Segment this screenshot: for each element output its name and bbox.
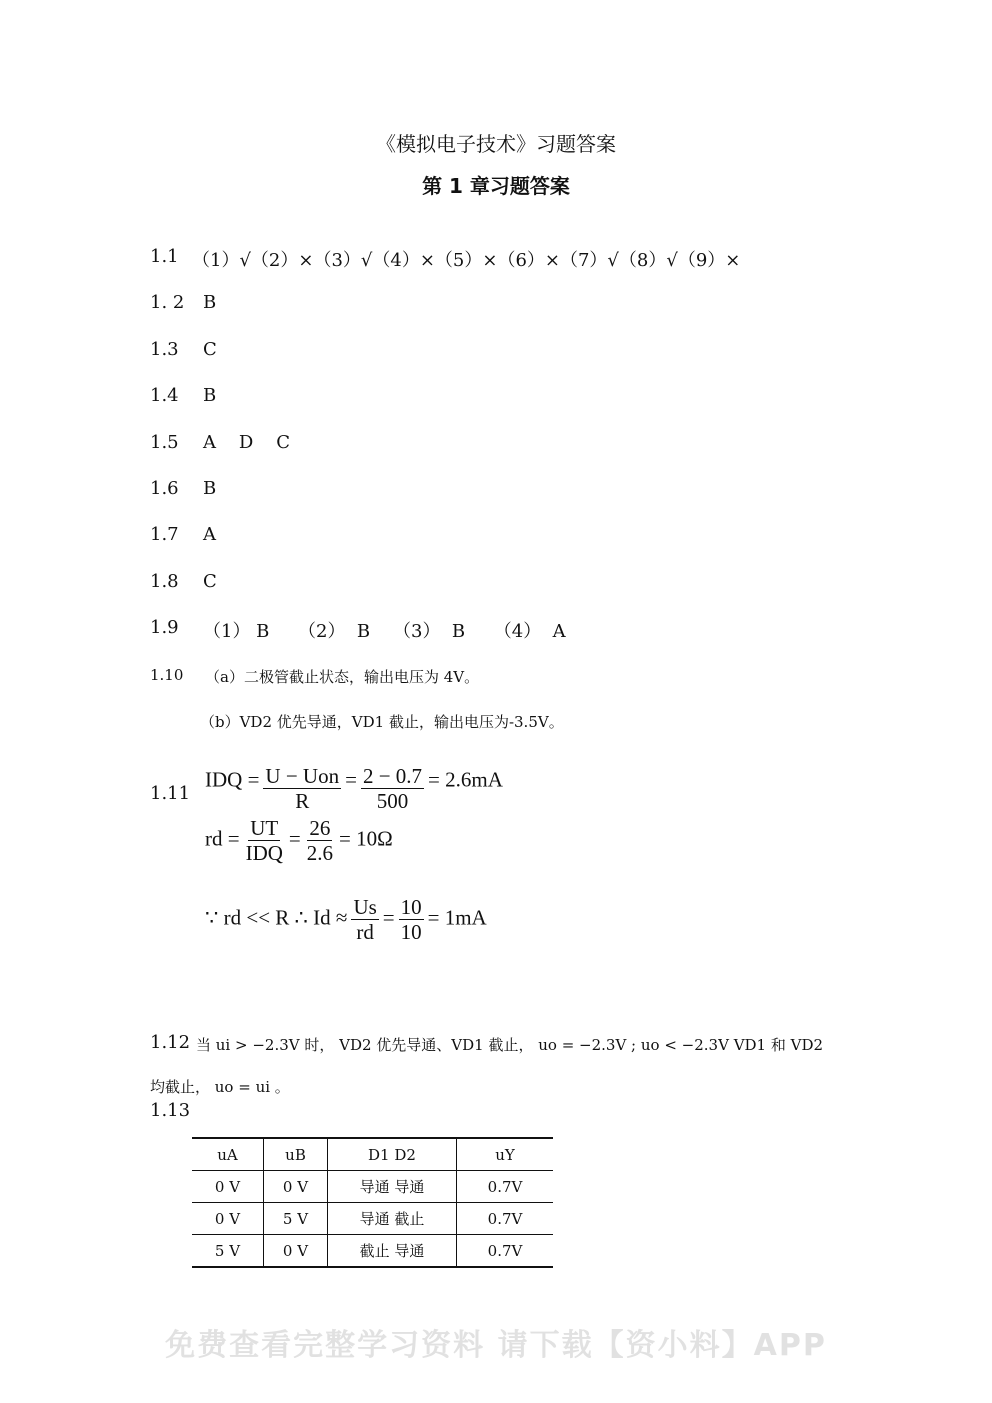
answer-number: 1.9 [150, 617, 179, 639]
table-header-row [192, 1138, 553, 1171]
eq-den: R [295, 789, 310, 813]
eq-den: 500 [376, 789, 409, 813]
answer-number: 1.1 [150, 246, 179, 267]
cell: 5 V [192, 1235, 264, 1268]
q11-eq3: ∵ rd << R ∴ Id ≈ $\frac{Us}{rd}$ = $\frac{10}{10}$ = 1mA [205, 895, 487, 944]
truth-table [192, 1137, 553, 1268]
q12-number: 1.12 [150, 1032, 191, 1053]
eq-den: rd [356, 920, 374, 944]
eq-result: = 1mA [427, 905, 487, 930]
answer-text: C [203, 338, 217, 360]
answer-text: C [203, 570, 217, 592]
table-row [192, 1171, 553, 1203]
answer-number: 1.7 [150, 524, 179, 546]
q11-eq2: rd = $\frac{UT}{\text{IDQ}}$ = $\frac{26}{2.6}$ = 10Ω [205, 816, 393, 865]
eq-result: = 10Ω [339, 826, 393, 851]
q11-eq1: IDQ = $\frac{\text{U − Uon}}{R}$ = $\frac{2 - 0.7}{500}$ = 2.6mA [205, 764, 503, 813]
cell: 截止 导通 [328, 1235, 457, 1268]
watermark: 免费查看完整学习资料 请下载【资小料】APP [165, 1328, 827, 1363]
eq-num: U − Uon [265, 764, 340, 788]
answer-number: 1.8 [150, 570, 179, 592]
eq-lhs: rd = [205, 826, 240, 851]
cell: 0.7V [457, 1203, 554, 1235]
cell: 0 V [264, 1171, 328, 1203]
answer-number: 1.5 [150, 431, 179, 453]
table-row [192, 1203, 553, 1235]
eq-num: 10 [400, 895, 422, 919]
answer-text: B [203, 478, 217, 499]
header-cell: D1 D2 [328, 1138, 457, 1171]
q10-answer-b: （b）VD2 优先导通，VD1 截止，输出电压为-3.5V。 [200, 713, 564, 731]
eq-den: 2.6 [306, 841, 334, 865]
q12-line2: 均截止， uo = ui 。 [150, 1078, 290, 1096]
cell: 0.7V [457, 1235, 554, 1268]
answer-text: B [203, 292, 217, 314]
eq-result: = 2.6mA [428, 767, 503, 792]
cell: 导通 导通 [328, 1171, 457, 1203]
answer-text: （1） B （2） B （3） B （4） A [203, 621, 566, 643]
q12-line1: 当 ui > −2.3V 时， VD2 优先导通、VD1 截止， uo = −2.3V ; uo < −2.3V VD1 和 VD2 [196, 1036, 824, 1054]
eq-lhs: IDQ = [205, 767, 260, 792]
header-cell: uA [192, 1138, 264, 1171]
eq-den: IDQ [245, 841, 283, 865]
eq-num: 2 − 0.7 [362, 764, 423, 788]
cell: 0.7V [457, 1171, 554, 1203]
answer-number: 1.4 [150, 385, 179, 407]
eq-den: 10 [400, 920, 422, 944]
answer-text: A D C [203, 431, 290, 453]
answer-number: 1. 2 [150, 292, 185, 314]
eq-num: 26 [309, 816, 331, 840]
q11-number: 1.11 [150, 783, 191, 804]
eq-num: UT [250, 816, 279, 840]
answer-number: 1.6 [150, 478, 179, 499]
cell: 导通 截止 [328, 1203, 457, 1235]
q10-number: 1.10 [150, 666, 184, 684]
header-cell: uB [264, 1138, 328, 1171]
eq-num: Us [353, 895, 377, 919]
q10-answer-a: （a）二极管截止状态，输出电压为 4V。 [205, 668, 480, 686]
cell: 0 V [192, 1171, 264, 1203]
cell: 0 V [264, 1235, 328, 1268]
table-row [192, 1235, 553, 1268]
answer-text: （1）√（2）×（3）√（4）×（5）×（6）×（7）√（8）√（9）× [192, 250, 741, 271]
answer-text: A [203, 524, 216, 546]
answer-number: 1.3 [150, 338, 179, 360]
chapter-title: 第 1 章习题答案 [422, 174, 570, 198]
document-title: 《模拟电子技术》习题答案 [376, 132, 616, 156]
q13-number: 1.13 [150, 1100, 191, 1121]
cell: 5 V [264, 1203, 328, 1235]
answer-text: B [203, 385, 217, 407]
eq-lhs: ∵ rd << R ∴ Id ≈ [205, 905, 348, 930]
header-cell: uY [457, 1138, 554, 1171]
cell: 0 V [192, 1203, 264, 1235]
